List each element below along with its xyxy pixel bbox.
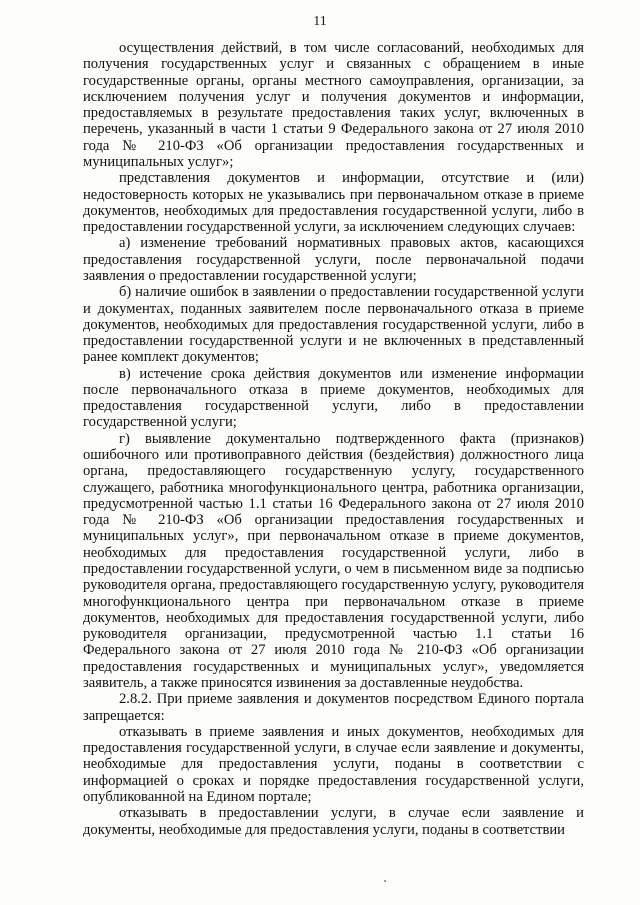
scan-speck	[384, 880, 386, 882]
list-item-g: г) выявление документально подтвержденного факта (признаков) ошибочного или противоправного действия (бездействия) должностного лица органа, предоставляющего государственную услугу, государственного служащего, работника многофункционального центра, работника организации, предусмотренной частью 1.1 статьи 16 Федерального закона от 27 июля 2010 года № 210-ФЗ «Об организации предоставления государственных и муниципальных услуг», при первоначальном отказе в приеме документов, необходимых для предоставления государственной услуги, либо в предоставлении государственной услуги, о чем в письменном виде за подписью руководителя органа, предоставляющего государственную услугу, руководителя многофункционального центра при первоначальном отказе в приеме документов, необходимых для предоставления государственной услуги, либо руководителя организации, предусмотренной частью 1.1 статьи 16 Федерального закона от 27 июля 2010 года № 210-ФЗ «Об организации предоставления государственных и муниципальных услуг», уведомляется заявитель, а также приносятся извинения за доставленные неудобства.	[83, 430, 584, 691]
paragraph-procedure-actions: осуществления действий, в том числе согласований, необходимых для получения государственных услуг и связанных с обращением в иные государственные органы, органы местного самоуправления, организации, за исключением получения услуг и получения документов и информации, предоставляемых в результате предоставления таких услуг, включенных в перечень, указанный в части 1 статьи 9 Федерального закона от 27 июля 2010 года № 210-ФЗ «Об организации предоставления государственных и муниципальных услуг»;	[83, 40, 584, 170]
page-number: 11	[313, 14, 327, 29]
list-item-a: а) изменение требований нормативных правовых актов, касающихся предоставления государственной услуги, после первоначальной подачи заявления о предоставлении государственной услуги;	[83, 235, 584, 284]
paragraph-refuse-acceptance: отказывать в приеме заявления и иных документов, необходимых для предоставления государственной услуги, в случае если заявление и документы, необходимые для предоставления услуги, поданы в соответствии с информацией о сроках и порядке предоставления государственной услуги, опубликованной на Едином портале;	[83, 723, 584, 805]
list-item-b: б) наличие ошибок в заявлении о предоставлении государственной услуги и документах, поданных заявителем после первоначального отказа в приеме документов, необходимых для предоставления государственной услуги, либо в предоставлении государственной услуги и не включенных в представленный ранее комплект документов;	[83, 284, 584, 366]
paragraph-documents-information: представления документов и информации, отсутствие и (или) недостоверность которых не указывались при первоначальном отказе в приеме документов, необходимых для предоставления государственной услуги, либо в предоставлении государственной услуги, за исключением следующих случаев:	[83, 170, 584, 236]
document-body	[83, 40, 584, 838]
list-item-v: в) истечение срока действия документов или изменение информации после первоначального отказа в приеме документов, необходимых для предоставления государственной услуги, либо в предоставлении государственной услуги;	[83, 365, 584, 431]
paragraph-refuse-service: отказывать в предоставлении услуги, в случае если заявление и документы, необходимые для предоставления услуги, поданы в соответствии	[83, 805, 584, 838]
section-2-8-2-heading: 2.8.2. При приеме заявления и документов посредством Единого портала запрещается:	[83, 691, 584, 724]
